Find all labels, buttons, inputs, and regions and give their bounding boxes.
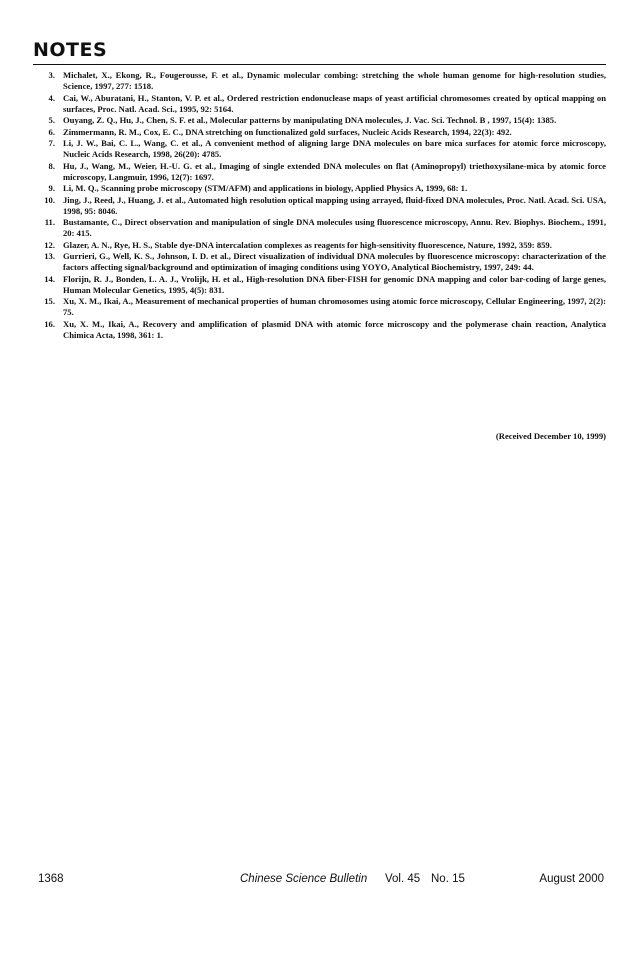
reference-item — [33, 195, 606, 217]
reference-list — [33, 70, 606, 341]
reference-number: 6. — [48, 126, 55, 137]
reference-text: Hu, J., Wang, M., Weier, H.-U. G. et al., Imaging of single extended DNA molecules on flat (Aminopropyl) triethoxysilane-mica by atomic force microscopy, Langmuir, 1996, 12(7): 1697. — [63, 160, 606, 182]
reference-text: Gurrieri, G., Well, K. S., Johnson, I. D. et al., Direct visualization of individual DNA molecules by fluorescence microscopy: characterization of the factors affecting signal/background and optimization of imaging conditions using YOYO, Analytical Biochemistry, 1997, 249: 44. — [63, 251, 606, 272]
section-title: NOTES — [33, 39, 108, 61]
reference-item — [33, 319, 606, 341]
issue-number: No. 15 — [431, 873, 465, 885]
reference-number: 13. — [44, 251, 55, 261]
journal-name: Chinese Science Bulletin — [240, 873, 368, 885]
reference-number: 4. — [48, 92, 55, 103]
reference-number: 5. — [48, 115, 55, 125]
reference-number: 16. — [44, 318, 55, 329]
reference-item — [33, 127, 606, 138]
reference-text: Michalet, X., Ekong, R., Fougerousse, F. et al., Dynamic molecular combing: stretching the whole human genome for high-resolution studies, Science, 1997, 277: 1518. — [63, 70, 606, 91]
reference-number: 15. — [44, 296, 55, 306]
reference-text: Bustamante, C., Direct observation and manipulation of single DNA molecules using fluorescence microscopy, Annu. Rev. Biophys. Biochem., 1991, 20: 415. — [63, 217, 606, 238]
reference-text: Florijn, R. J., Bonden, L. A. J., Vrolijk, H. et al., High-resolution DNA fiber-FISH for genomic DNA mapping and color bar-coding of large genes, Human Molecular Genetics, 1995, 4(5): 831. — [63, 273, 606, 295]
page-header — [33, 40, 606, 65]
reference-item — [33, 70, 606, 92]
reference-number: 12. — [44, 239, 55, 250]
reference-text: Glazer, A. N., Rye, H. S., Stable dye-DNA intercalation complexes as reagents for high-sensitivity fluorescence, Nature, 1992, 359: 859. — [63, 239, 552, 250]
reference-text: Jing, J., Reed, J., Huang, J. et al., Automated high resolution optical mapping using arrayed, fluid-fixed DNA molecules, Proc. Natl. Acad. Sci. USA, 1998, 95: 8046. — [63, 194, 606, 216]
reference-item — [33, 115, 606, 126]
reference-number: 11. — [44, 217, 55, 227]
publication-date: August 2000 — [539, 873, 604, 885]
reference-number: 7. — [48, 138, 55, 148]
reference-text: Xu, X. M., Ikai, A., Measurement of mechanical properties of human chromosomes using atomic force microscopy, Cellular Engineering, 1997, 2(2): 75. — [63, 296, 606, 317]
page-number: 1368 — [38, 873, 64, 885]
reference-item — [33, 183, 606, 194]
reference-text: Ouyang, Z. Q., Hu, J., Chen, S. F. et al., Molecular patterns by manipulating DNA molecules, J. Vac. Sci. Technol. B , 1997, 15(4): 1385. — [63, 115, 557, 125]
reference-number: 14. — [44, 273, 55, 284]
received-date: (Received December 10, 1999) — [495, 431, 606, 441]
reference-text: Zimmermann, R. M., Cox, E. C., DNA stretching on functionalized gold surfaces, Nucleic Acids Research, 1994, 22(3): 492. — [63, 126, 512, 137]
reference-text: Cai, W., Aburatani, H., Stanton, V. P. et al., Ordered restriction endonuclease maps of yeast artificial chromosomes created by optical mapping on surfaces, Proc. Natl. Acad. Sci., 1995, 92: 5164. — [63, 92, 606, 114]
reference-text: Li, J. W., Bai, C. L., Wang, C. et al., A convenient method of aligning large DNA molecules on bare mica surfaces for atomic force microscopy, Nucleic Acids Research, 1998, 26(20): 4785. — [63, 138, 606, 159]
reference-number: 9. — [48, 183, 55, 193]
reference-item — [33, 217, 606, 239]
reference-number: 10. — [44, 194, 55, 205]
volume: Vol. 45 — [385, 873, 421, 885]
reference-number: 3. — [48, 70, 55, 80]
reference-item — [33, 274, 606, 296]
reference-item — [33, 296, 606, 318]
reference-item — [33, 161, 606, 183]
reference-item — [33, 93, 606, 115]
reference-item — [33, 138, 606, 160]
reference-item — [33, 251, 606, 273]
reference-number: 8. — [48, 160, 55, 171]
reference-text: Li, M. Q., Scanning probe microscopy (STM/AFM) and applications in biology, Applied Physics A, 1999, 68: 1. — [63, 183, 468, 193]
reference-text: Xu, X. M., Ikai, A., Recovery and amplification of plasmid DNA with atomic force microscopy and the polymerase chain reaction, Analytica Chimica Acta, 1998, 361: 1. — [63, 318, 606, 340]
reference-item — [33, 240, 606, 251]
